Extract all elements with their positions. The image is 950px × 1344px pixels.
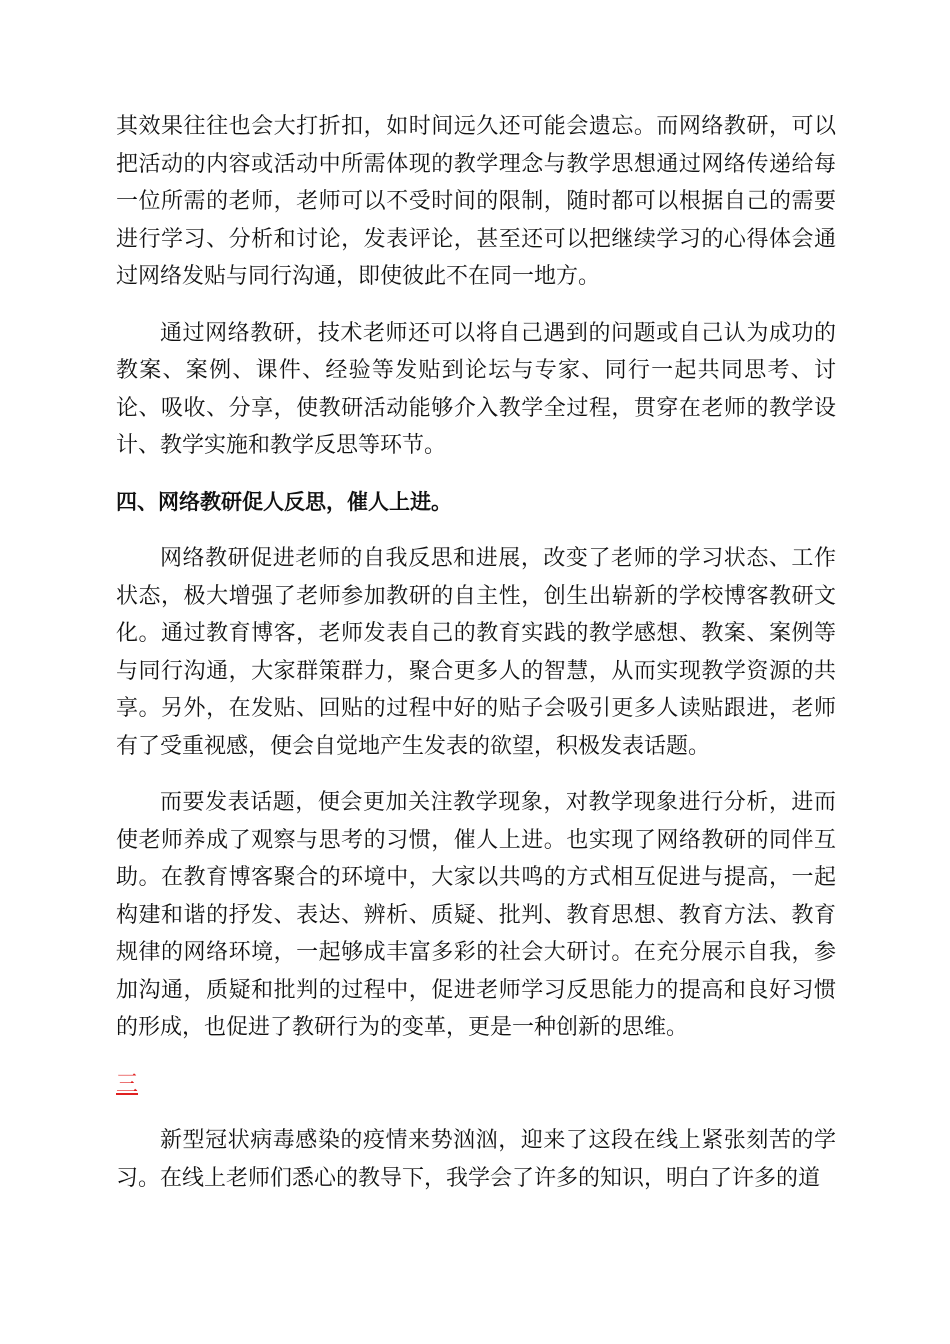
- paragraph-4: 而要发表话题，便会更加关注教学现象，对教学现象进行分析，进而使老师养成了观察与思考的习惯，催人上进。也实现了网络教研的同伴互助。在教育博客聚合的环境中，大家以共鸣的方式相互促进与提高，一起构建和谐的抒发、表达、辨析、质疑、批判、教育思想、教育方法、教育规律的网络环境，一起够成丰富多彩的社会大研讨。在充分展示自我，参加沟通，质疑和批判的过程中，促进老师学习反思能力的提高和良好习惯的形成，也促进了教研行为的变革，更是一种创新的思维。: [116, 790, 836, 1040]
- paragraph-3: 网络教研促进老师的自我反思和进展，改变了老师的学习状态、工作状态，极大增强了老师参加教研的自主性，创生出崭新的学校博客教研文化。通过教育博客，老师发表自己的教育实践的教学感想、教案、案例等与同行沟通，大家群策群力，聚合更多人的智慧，从而实现教学资源的共享。另外，在发贴、回贴的过程中好的贴子会吸引更多人读贴跟进，老师有了受重视感，便会自觉地产生发表的欲望，积极发表话题。: [116, 546, 836, 759]
- section-mark-text: 三: [116, 1071, 139, 1097]
- document-body: [116, 108, 836, 1216]
- paragraph-5: 新型冠状病毒感染的疫情来势汹汹，迎来了这段在线上紧张刻苦的学习。在线上老师们悉心的教导下，我学会了许多的知识，明白了许多的道: [116, 1128, 836, 1191]
- section-mark[interactable]: [116, 1066, 836, 1104]
- paragraph-2: 通过网络教研，技术老师还可以将自己遇到的问题或自己认为成功的教案、案例、课件、经验等发贴到论坛与专家、同行一起共同思考、讨论、吸收、分享，使教研活动能够介入教学全过程，贯穿在老师的教学设计、教学实施和教学反思等环节。: [116, 320, 836, 458]
- paragraph-1: 其效果往往也会大打折扣，如时间远久还可能会遗忘。而网络教研，可以把活动的内容或活动中所需体现的教学理念与教学思想通过网络传递给每一位所需的老师，老师可以不受时间的限制，随时都可以根据自己的需要进行学习、分析和讨论，发表评论，甚至还可以把继续学习的心得体会通过网络发贴与同行沟通，即使彼此不在同一地方。: [116, 114, 836, 289]
- section-heading-4: 四、网络教研促人反思，催人上进。: [116, 489, 452, 514]
